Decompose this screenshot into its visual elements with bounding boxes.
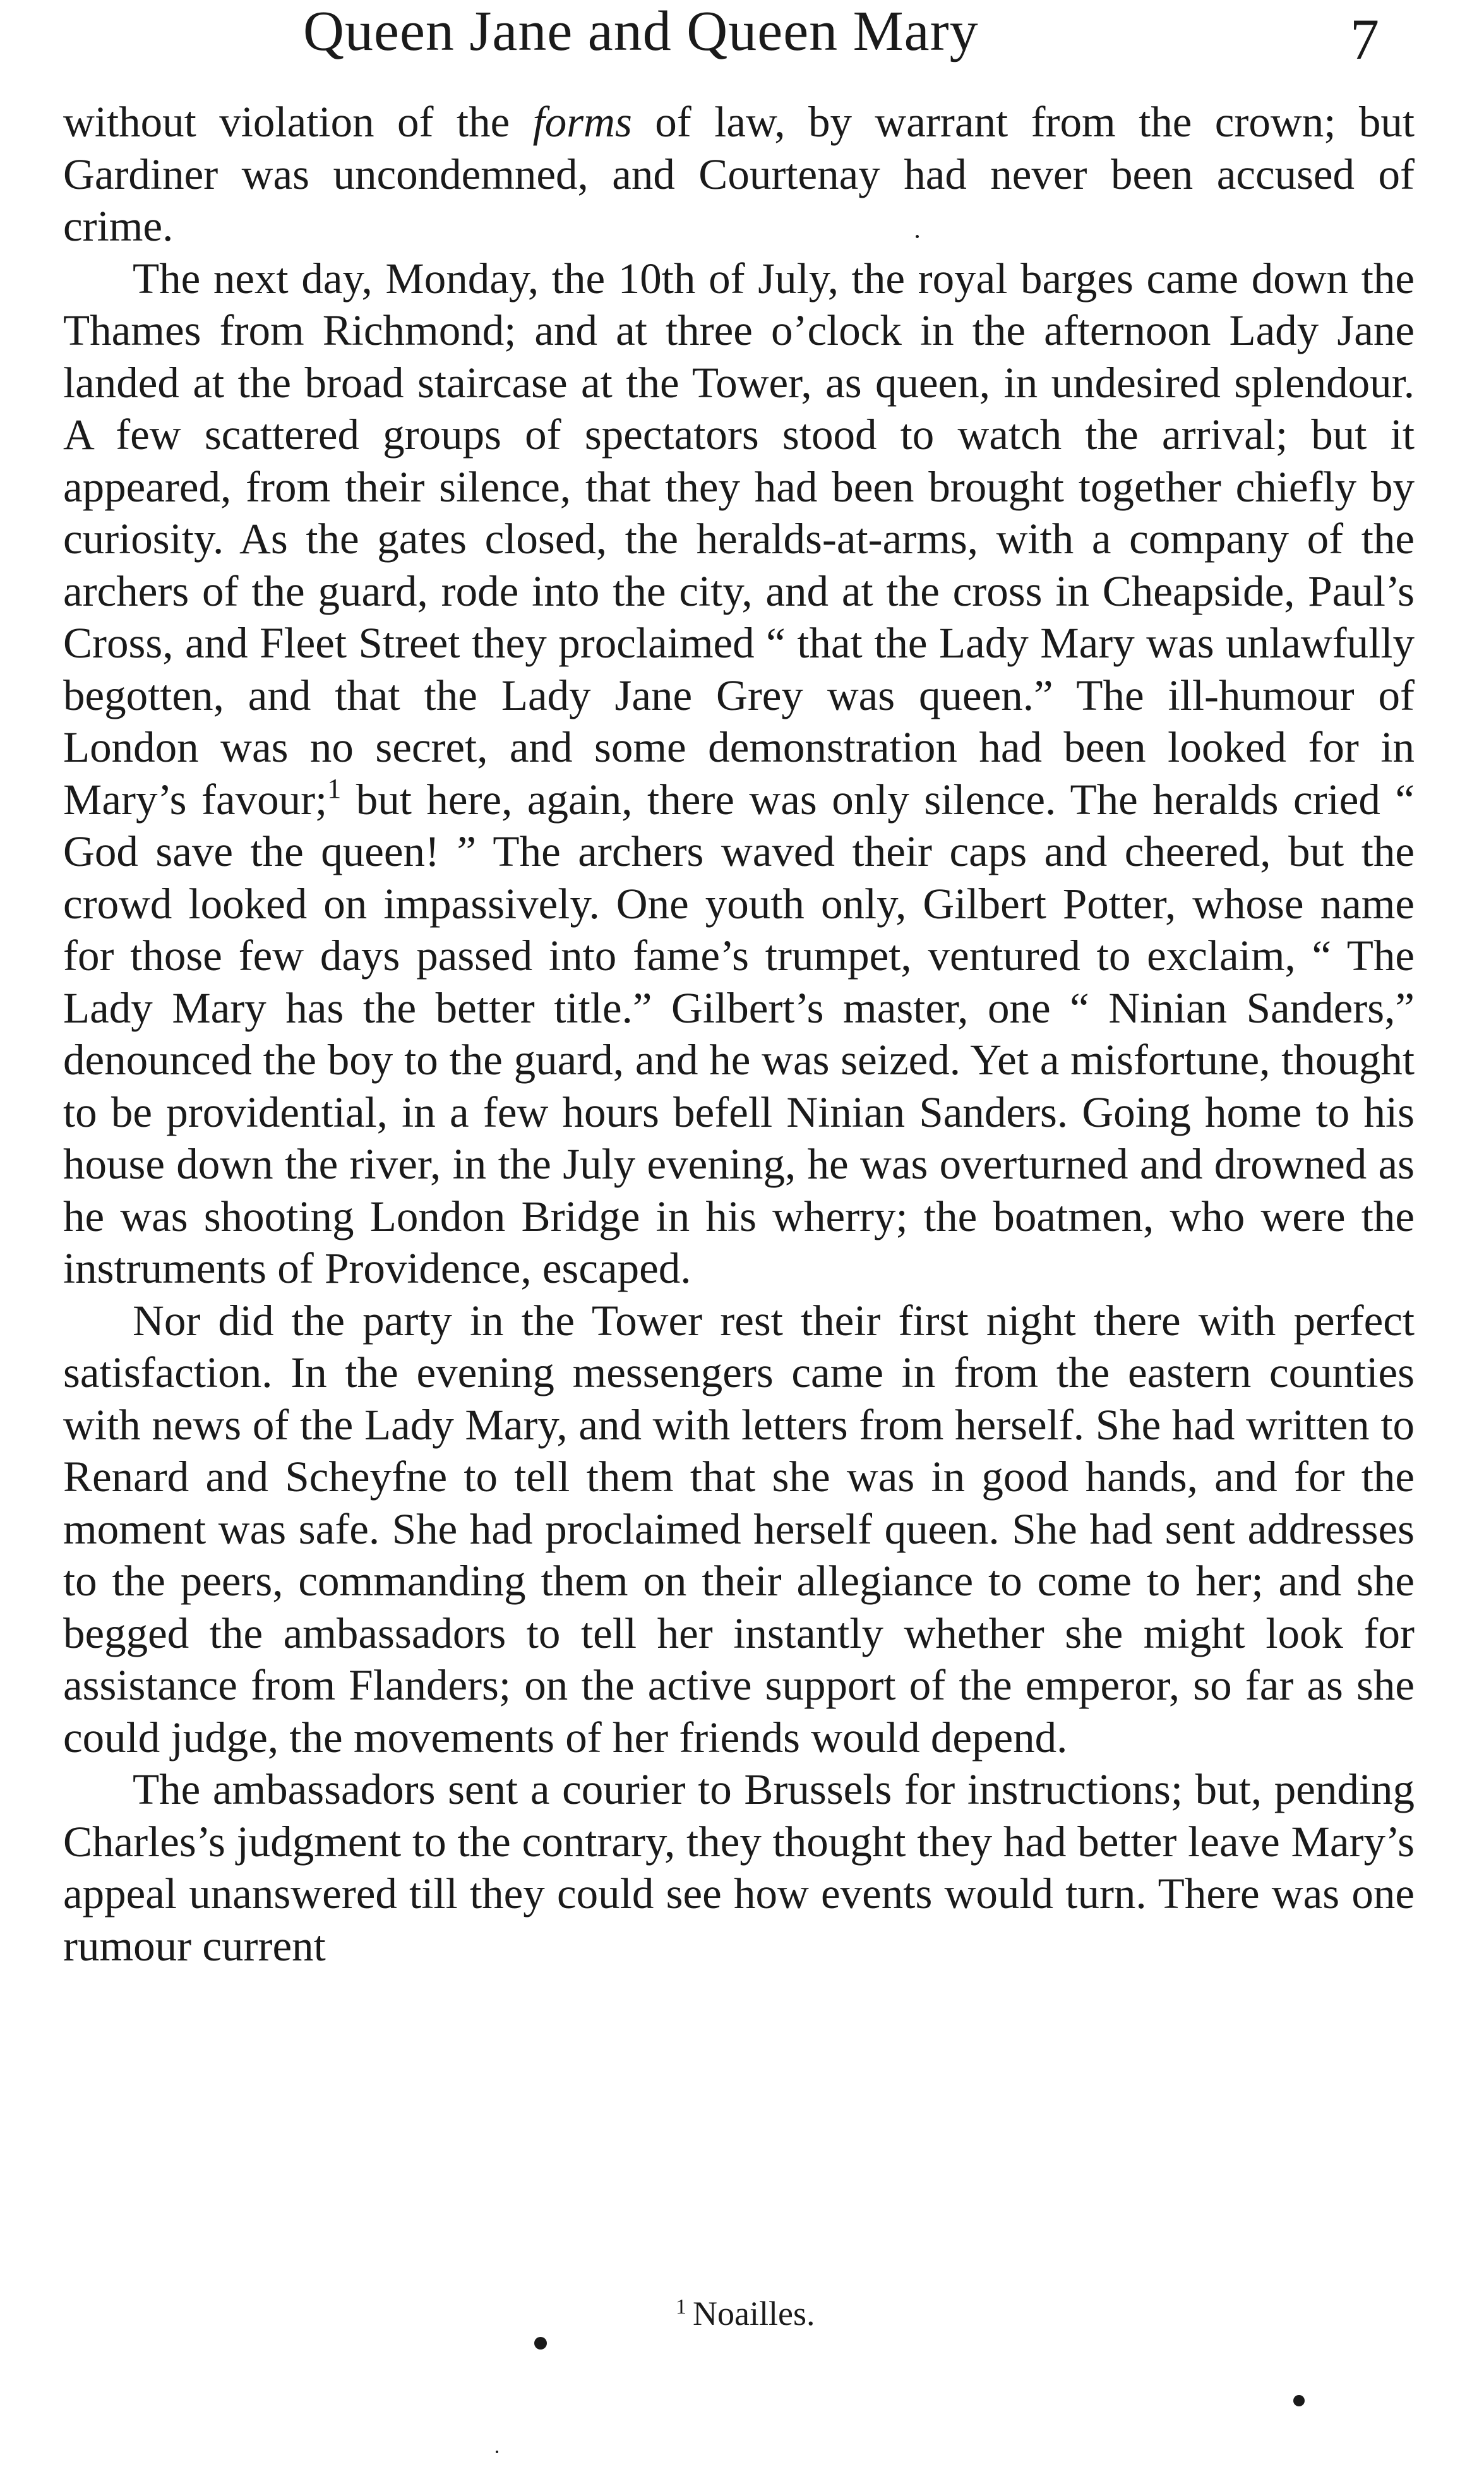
print-speck (534, 2337, 547, 2350)
footnote-reference: 1 (327, 772, 342, 804)
footnote (676, 2291, 815, 2336)
paragraph-1-text-a: without violation of the (63, 98, 533, 146)
print-speck (1293, 2395, 1305, 2406)
running-head (0, 0, 1484, 95)
paragraph-4: The ambassadors sent a courier to Brussels for instructions; but, pending Charles’s judgment to the contrary, they thought they had better leave Mary’s appeal unanswered till they could see how events would turn. There was one rumour current (63, 1765, 1415, 1970)
print-speck (916, 235, 919, 238)
body-text (63, 96, 1415, 1972)
paragraph-1 (63, 96, 1415, 253)
print-speck (496, 2451, 498, 2453)
running-title: Queen Jane and Queen Mary (303, 0, 979, 63)
page-number: 7 (1350, 7, 1379, 71)
paragraph-1-text-b: of law, by warrant from the crown; but Gardiner was uncondemned, and Courtenay had never been accused of crime. (63, 98, 1415, 250)
paragraph-2-text-b: but here, again, there was only silence. The heralds cried “ God save the queen! ” The archers waved their caps and cheered, but the crowd looked on impassively. One youth only, Gilbert Potter, whose name for those few days passed into fame’s trumpet, ventured to exclaim, “ The Lady Mary has the better title.” Gilbert’s master, one “ Ninian Sanders,” denounced the boy to the guard, and he was seized. Yet a misfortune, thought to be providential, in a few hours befell Ninian Sanders. Going home to his house down the river, in the July evening, he was overturned and drowned as he was shooting London Bridge in his wherry; the boatmen, who were the instruments of Providence, escaped. (63, 775, 1415, 1292)
footnote-mark: 1 (676, 2295, 686, 2319)
paragraph-2-text-a: The next day, Monday, the 10th of July, the royal barges came down the Thames from Richmond; and at three o’clock in the afternoon Lady Jane landed at the broad staircase at the Tower, as queen, in undesired splendour. A few scattered groups of spectators stood to watch the arrival; but it appeared, from their silence, that they had been brought together chiefly by curiosity. As the gates closed, the heralds-at-arms, with a company of the archers of the guard, rode into the city, and at the cross in Cheapside, Paul’s Cross, and Fleet Street they proclaimed “ that the Lady Mary was unlawfully begotten, and that the Lady Jane Grey was queen.” The ill-humour of London was no secret, and some demonstration had been looked for in Mary’s favour; (63, 254, 1415, 824)
paragraph-2 (63, 253, 1415, 1295)
paragraph-3: Nor did the party in the Tower rest their first night there with perfect satisfaction. In the evening messengers came in from the eastern counties with news of the Lady Mary, and with letters from herself. She had written to Renard and Scheyfne to tell them that she was in good hands, and for the moment was safe. She had proclaimed herself queen. She had sent addresses to the peers, commanding them on their allegiance to come to her; and she begged the ambassadors to tell her instantly whether she might look for assistance from Flanders; on the active support of the emperor, so far as she could judge, the movements of her friends would depend. (63, 1296, 1415, 1762)
footnote-text: Noailles. (693, 2295, 815, 2332)
italic-forms: forms (532, 98, 632, 146)
